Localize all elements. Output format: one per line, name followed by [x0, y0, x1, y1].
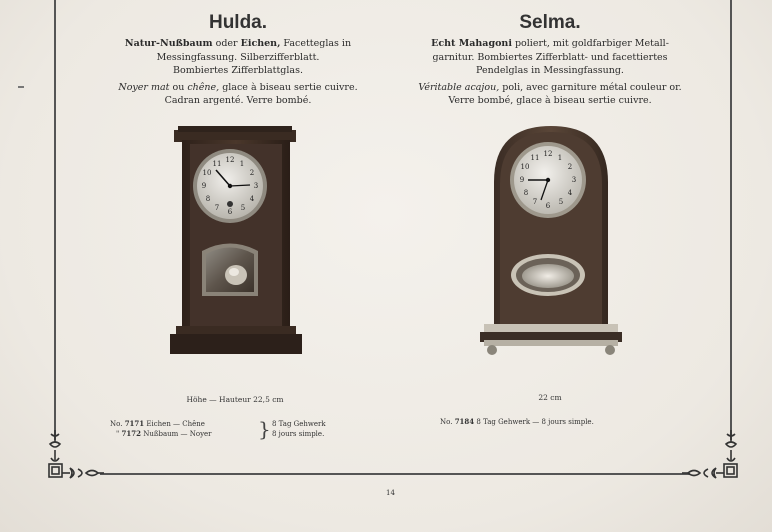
- selma-material-mahogany: Echt Mahagoni: [431, 38, 512, 49]
- hulda-de-line3: Bombiertes Zifferblattglas.: [173, 65, 303, 76]
- selma-french-text: [385, 81, 715, 108]
- hulda-de-line2: Messingfassung. Silberzifferblatt.: [156, 51, 320, 63]
- hulda-height-caption: Höhe — Hauteur 22,5 cm: [186, 395, 284, 404]
- order-prefix: ": [116, 430, 120, 438]
- selma-order-line: [440, 417, 594, 427]
- right-border-line: [730, 0, 732, 440]
- hulda-fr-line2: Cadran argenté. Verre bombé.: [164, 95, 312, 106]
- margin-mark: [18, 86, 24, 88]
- hulda-fr-chene: chêne,: [187, 81, 220, 93]
- hulda-title: Hulda.: [208, 12, 268, 33]
- svg-text:1: 1: [557, 154, 563, 162]
- svg-text:11: 11: [530, 154, 540, 162]
- order-row-7172: [110, 429, 212, 439]
- svg-text:4: 4: [249, 195, 255, 203]
- selma-de-line1-rest: poliert, mit goldfarbiger Metall-: [511, 38, 669, 49]
- bottom-border-line: [100, 473, 690, 475]
- selma-fr-line1-rest: poli, avec garniture métal couleur or.: [499, 81, 682, 93]
- selma-height-caption: 22 cm: [538, 393, 562, 402]
- selma-fr-acajou: Véritable acajou,: [418, 81, 500, 93]
- corner-ornament-left-icon: [46, 428, 106, 484]
- order-text: 8 Tag Gehwerk — 8 jours simple.: [476, 418, 594, 426]
- svg-text:2: 2: [249, 169, 255, 177]
- movement-note-fr: 8 jours simple.: [272, 430, 325, 438]
- page-number: 14: [386, 489, 395, 497]
- order-text: Nußbaum — Noyer: [143, 430, 212, 438]
- hulda-fr-noyer: Noyer mat: [118, 81, 170, 93]
- corner-ornament-right-icon: [680, 428, 740, 484]
- svg-text:4: 4: [567, 189, 573, 197]
- svg-text:7: 7: [532, 198, 538, 206]
- selma-de-line3: Pendelglas in Messingfassung.: [476, 65, 624, 76]
- svg-text:2: 2: [567, 163, 573, 171]
- hulda-german-text: [73, 37, 403, 78]
- order-brace: }: [258, 417, 271, 441]
- svg-text:12: 12: [225, 156, 235, 164]
- hulda-de-line1-rest: Facetteglas in: [280, 38, 352, 49]
- svg-text:1: 1: [239, 160, 245, 168]
- order-number: 7171: [124, 419, 145, 428]
- hulda-de-connector: oder: [212, 38, 241, 49]
- svg-text:3: 3: [253, 182, 259, 190]
- selma-clock-image: [478, 122, 624, 358]
- svg-text:8: 8: [523, 189, 529, 197]
- order-number: 7172: [121, 429, 141, 438]
- selma-german-text: [385, 37, 715, 78]
- order-prefix: No.: [110, 420, 123, 428]
- svg-text:6: 6: [227, 208, 233, 216]
- hulda-french-text: [73, 81, 403, 108]
- order-number: 7184: [454, 417, 475, 426]
- order-row-7171: [110, 419, 212, 429]
- svg-text:8: 8: [205, 195, 211, 203]
- svg-text:6: 6: [545, 202, 551, 210]
- svg-text:10: 10: [520, 163, 530, 171]
- svg-text:12: 12: [543, 150, 553, 158]
- svg-text:9: 9: [201, 182, 207, 190]
- selma-title: Selma.: [519, 12, 581, 33]
- order-text: Eichen — Chêne: [146, 420, 205, 428]
- selma-description: [385, 12, 715, 108]
- hulda-material-walnut: Natur-Nußbaum: [124, 38, 213, 49]
- hulda-description: [73, 12, 403, 108]
- svg-text:11: 11: [212, 160, 222, 168]
- movement-note-de: 8 Tag Gehwerk: [272, 420, 326, 428]
- selma-fr-line2: Verre bombé, glace à biseau sertie cuivre.: [448, 95, 652, 106]
- svg-text:10: 10: [202, 169, 212, 177]
- selma-de-line2: garnitur. Bombiertes Zifferblatt- und facettiertes: [432, 51, 668, 63]
- svg-text:7: 7: [214, 204, 220, 212]
- hulda-material-oak: Eichen,: [240, 38, 281, 49]
- svg-text:5: 5: [240, 204, 246, 212]
- hulda-order-list: [110, 417, 326, 441]
- svg-text:9: 9: [519, 176, 525, 184]
- hulda-fr-line1-rest: glace à biseau sertie cuivre.: [219, 81, 358, 93]
- svg-text:5: 5: [558, 198, 564, 206]
- hulda-movement-note: [272, 419, 326, 439]
- order-prefix: No.: [440, 418, 453, 426]
- svg-text:3: 3: [571, 176, 577, 184]
- left-border-line: [54, 0, 56, 440]
- hulda-clock-image: [168, 126, 308, 358]
- hulda-fr-connector: ou: [169, 81, 188, 93]
